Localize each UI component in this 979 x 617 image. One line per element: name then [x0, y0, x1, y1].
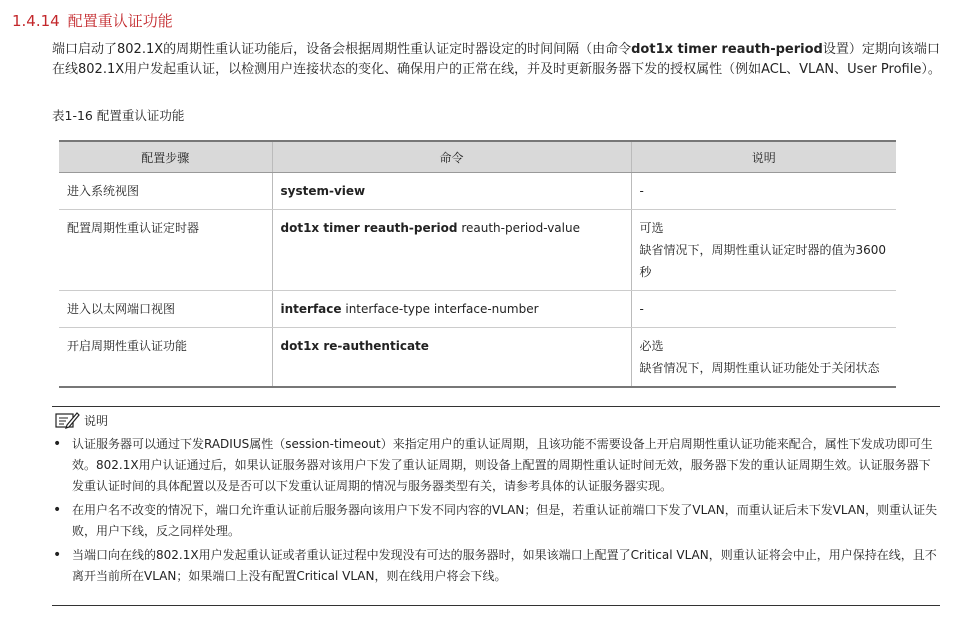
table-caption: 表1-16 配置重认证功能 [52, 108, 185, 123]
row-step: 进入以太网端口视图 [59, 291, 272, 328]
header-step: 配置步骤 [59, 141, 272, 173]
note-pen-icon [54, 410, 80, 430]
header-description: 说明 [631, 141, 896, 173]
row-command [272, 291, 631, 328]
description-line: - [639, 302, 644, 316]
table-header-row [59, 141, 896, 173]
note-item-text: 认证服务器可以通过下发RADIUS属性（session-timeout）来指定用户的重认证周期，且该功能不需要设备上开启周期性重认证功能来配合，属性下发成功即可生效。802.1X用户认证通过后，如果认证服务器对该用户下发了重认证周期，则设备上配置的周期性重认证时间无效，服务器下发的重认证周期生效。认证服务器下发重认证时间的具体配置以及是否可以下发重认证周期的情况与服务器类型有关，请参考具体的认证服务器实现。 [72, 437, 933, 493]
intro-paragraph [52, 40, 952, 80]
command-args: reauth-period-value [461, 221, 580, 235]
note-item [52, 545, 942, 587]
row-description [631, 173, 896, 210]
intro-text-after: 设置）定期向该端口在线802.1X用户发起重认证，以检测用户连接状态的变化、确保用户的正常在线，并及时更新服务器下发的授权属性（例如ACL、VLAN、User Profile）。 [52, 42, 941, 77]
command-keyword: interface [280, 302, 342, 316]
row-description [631, 328, 896, 388]
table-row [59, 210, 896, 291]
description-line: 必选 [639, 339, 664, 353]
row-step: 配置周期性重认证定时器 [59, 210, 272, 291]
table-row [59, 291, 896, 328]
note-item [52, 434, 942, 497]
bullet-icon: • [53, 547, 62, 563]
command-keyword: dot1x timer reauth-period [280, 221, 458, 235]
row-step: 开启周期性重认证功能 [59, 328, 272, 388]
bullet-icon: • [53, 502, 62, 518]
note-bottom-rule [52, 605, 940, 606]
intro-text-before: 端口启动了802.1X的周期性重认证功能后，设备会根据周期性重认证定时器设定的时间间隔（由命令 [52, 42, 632, 57]
note-item-text: 当端口向在线的802.1X用户发起重认证或者重认证过程中发现没有可达的服务器时，如果该端口上配置了Critical VLAN，则重认证将会中止，用户保持在线，且不离开当前所在VLAN；如果端口上没有配置Critical VLAN，则在线用户将会下线。 [72, 548, 937, 583]
note-top-rule [52, 406, 940, 407]
row-description [631, 291, 896, 328]
section-number: 1.4.14 [12, 12, 60, 30]
command-args: interface-type interface-number [345, 302, 539, 316]
row-command [272, 173, 631, 210]
row-command [272, 328, 631, 388]
table-row [59, 173, 896, 210]
config-table [59, 140, 896, 388]
description-line: 缺省情况下，周期性重认证定时器的值为3600秒 [639, 243, 887, 279]
intro-command: dot1x timer reauth-period [631, 42, 823, 57]
note-header [54, 410, 108, 430]
description-line: 缺省情况下，周期性重认证功能处于关闭状态 [639, 361, 880, 375]
row-step: 进入系统视图 [59, 173, 272, 210]
note-list [52, 434, 942, 590]
row-description [631, 210, 896, 291]
note-item [52, 500, 942, 542]
note-label: 说明 [84, 413, 109, 428]
section-title: 配置重认证功能 [67, 12, 173, 30]
command-keyword: system-view [280, 184, 366, 198]
header-command: 命令 [272, 141, 631, 173]
table-row [59, 328, 896, 388]
command-keyword: dot1x re-authenticate [280, 339, 429, 353]
row-command [272, 210, 631, 291]
bullet-icon: • [53, 436, 62, 452]
description-line: 可选 [639, 221, 664, 235]
note-item-text: 在用户名不改变的情况下，端口允许重认证前后服务器向该用户下发不同内容的VLAN；但是，若重认证前端口下发了VLAN，而重认证后未下发VLAN，则重认证失败，用户下线，反之同样处理。 [72, 503, 938, 538]
section-heading [12, 10, 173, 31]
description-line: - [639, 184, 644, 198]
